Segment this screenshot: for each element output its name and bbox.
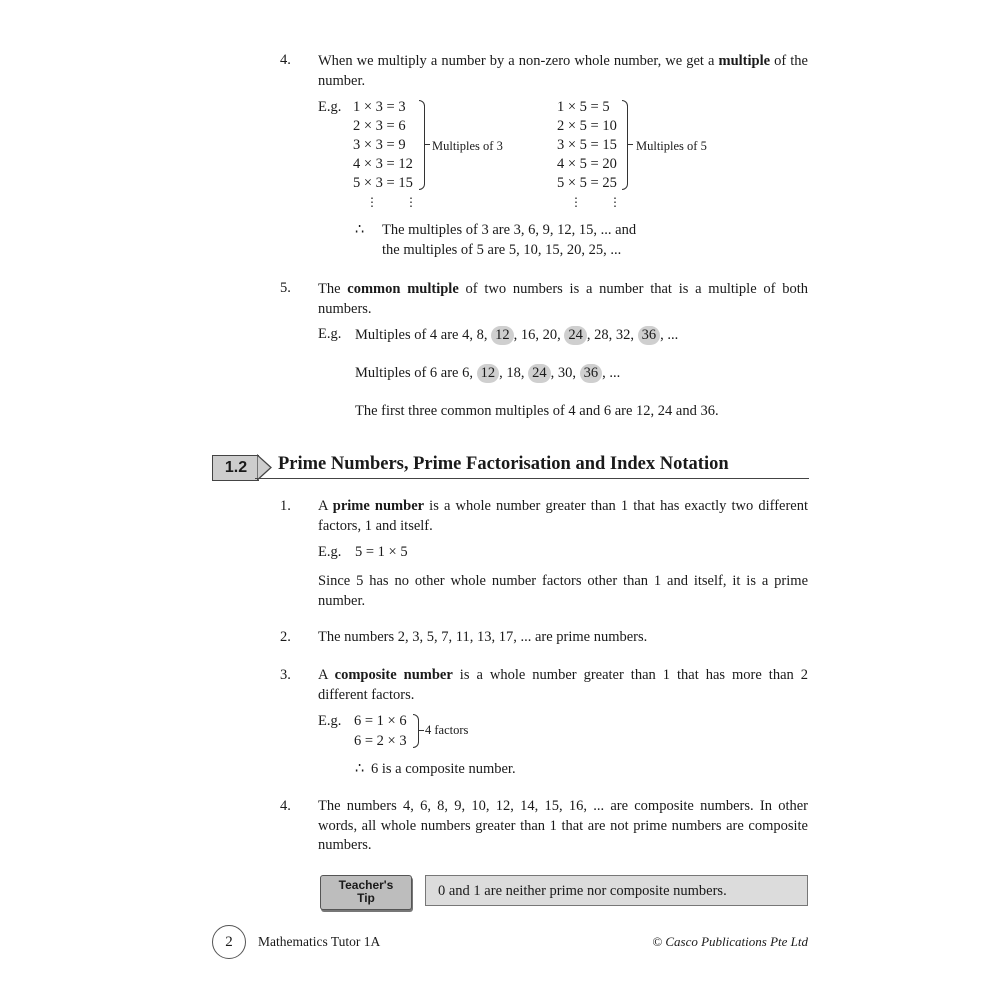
multiples-of-6-row: Multiples of 6 are 6, 12 , 18, 24 , 30, 36 , ...: [355, 365, 621, 381]
equation: 1 × 5 = 5: [557, 99, 610, 115]
common-multiple-highlight: 12: [491, 326, 514, 345]
common-multiple-definition: [318, 280, 808, 319]
prime-note: Since 5 has no other whole number factors other than 1 and itself, it is a prime number.: [318, 573, 808, 609]
term-composite-number: composite number: [334, 667, 453, 683]
equation: 5 × 3 = 15: [353, 175, 413, 191]
section-underline: [255, 478, 809, 479]
equation: 6 = 1 × 6: [354, 713, 407, 729]
common-multiple-highlight: 36: [580, 364, 603, 383]
text-span: A: [318, 498, 333, 514]
section-number: [212, 455, 259, 481]
text-span: A: [318, 667, 335, 683]
multiple-value: 30: [557, 365, 573, 381]
equation: 6 = 2 × 3: [354, 733, 407, 749]
eg-label: E.g.: [318, 544, 342, 560]
text-span: is a whole number greater than 1 that has exactly two different factors, 1 and itself.: [318, 498, 808, 534]
common-multiple-highlight: 12: [477, 364, 500, 383]
brace-label: Multiples of 3: [432, 139, 503, 153]
equation: 2 × 3 = 6: [353, 118, 406, 134]
item-number: 4.: [280, 798, 291, 814]
equation: 3 × 5 = 15: [557, 137, 617, 153]
term-multiple: multiple: [718, 53, 771, 69]
common-multiple-highlight: 36: [638, 326, 661, 345]
multiple-definition: [318, 52, 808, 91]
multiple-value: 32: [615, 327, 631, 343]
conclusion-line: the multiples of 5 are 5, 10, 15, 20, 25, ...: [382, 242, 622, 258]
section-number-text: 1.2: [224, 459, 248, 476]
teachers-tip-badge: [320, 875, 412, 910]
ellipsis: ...: [667, 327, 679, 343]
multiples-of-4-row: Multiples of 4 are 4, 8, 12 , 16, 20, 24 , 28, 32, 36 , ...: [355, 327, 679, 343]
equation: 2 × 5 = 10: [557, 118, 617, 134]
eg-label: E.g.: [318, 99, 342, 115]
prime-examples: The numbers 2, 3, 5, 7, 11, 13, 17, ... are prime numbers.: [318, 629, 648, 645]
vdots: ⋮: [609, 195, 621, 209]
copyright: © Casco Publications Pte Ltd: [652, 934, 808, 949]
item-number: 2.: [280, 629, 291, 645]
multiple-value: 16: [520, 327, 536, 343]
section-arrow-icon: [257, 454, 275, 481]
conclusion-line: 6 is a composite number.: [371, 761, 516, 777]
common-multiples-summary: The first three common multiples of 4 and 6 are 12, 24 and 36.: [355, 403, 719, 419]
text-span: The: [318, 281, 348, 297]
equation: 4 × 3 = 12: [353, 156, 413, 172]
tip-badge-line: Teacher's: [338, 878, 394, 892]
multiple-value: 28: [594, 327, 609, 343]
brace-label: Multiples of 5: [636, 139, 707, 153]
therefore-symbol: ∴: [355, 761, 365, 777]
book-title: Mathematics Tutor 1A: [258, 934, 381, 949]
ellipsis: ...: [609, 365, 621, 381]
brace-tip: [627, 144, 633, 145]
composite-definition: [318, 666, 808, 705]
brace-tip: [424, 144, 430, 145]
multiple-value: 4: [462, 327, 470, 343]
term-prime-number: prime number: [332, 498, 425, 514]
equation: 3 × 3 = 9: [353, 137, 406, 153]
common-multiple-highlight: 24: [564, 326, 587, 345]
conclusion-line: The multiples of 3 are 3, 6, 9, 12, 15, ... and: [382, 222, 637, 238]
vdots: ⋮: [366, 195, 378, 209]
equation: 1 × 3 = 3: [353, 99, 406, 115]
teachers-tip-text: 0 and 1 are neither prime nor composite numbers.: [425, 875, 808, 906]
multiple-value: 8: [476, 327, 484, 343]
item-number: 3.: [280, 667, 291, 683]
multiple-value: 20: [542, 327, 558, 343]
item-number: 1.: [280, 498, 291, 514]
composite-examples: The numbers 4, 6, 8, 9, 10, 12, 14, 15, 16, ... are composite numbers. In other words, all whole numbers greater than 1 that are not prime numbers are composite numbers.: [318, 798, 808, 853]
text-span: of two numbers is a number that is a multiple of both numbers.: [318, 281, 808, 317]
item-number: 5.: [280, 280, 291, 296]
common-multiple-highlight: 24: [528, 364, 551, 383]
prime-definition: [318, 497, 808, 536]
vdots: ⋮: [405, 195, 417, 209]
eg-label: E.g.: [318, 326, 342, 342]
therefore-symbol: ∴: [355, 222, 365, 238]
equation: 5 × 5 = 25: [557, 175, 617, 191]
multiple-value: 6: [462, 365, 470, 381]
vdots: ⋮: [570, 195, 582, 209]
text-span: is a whole number greater than 1 that has more than 2 different factors.: [318, 667, 808, 703]
equation: 4 × 5 = 20: [557, 156, 617, 172]
text-span: of the number.: [318, 53, 808, 89]
section-title: Prime Numbers, Prime Factorisation and Index Notation: [278, 454, 729, 474]
text-span: When we multiply a number by a non-zero whole number, we get a: [318, 53, 719, 69]
tip-badge-line: Tip: [357, 891, 375, 905]
eg-label: E.g.: [318, 713, 342, 729]
multiple-value: 18: [506, 365, 521, 381]
equation: 5 = 1 × 5: [355, 544, 408, 560]
page-number: 2: [212, 925, 246, 959]
brace-label: 4 factors: [425, 723, 469, 737]
brace-tip: [418, 730, 424, 731]
item-number: 4.: [280, 52, 291, 68]
term-common-multiple: common multiple: [347, 281, 459, 297]
